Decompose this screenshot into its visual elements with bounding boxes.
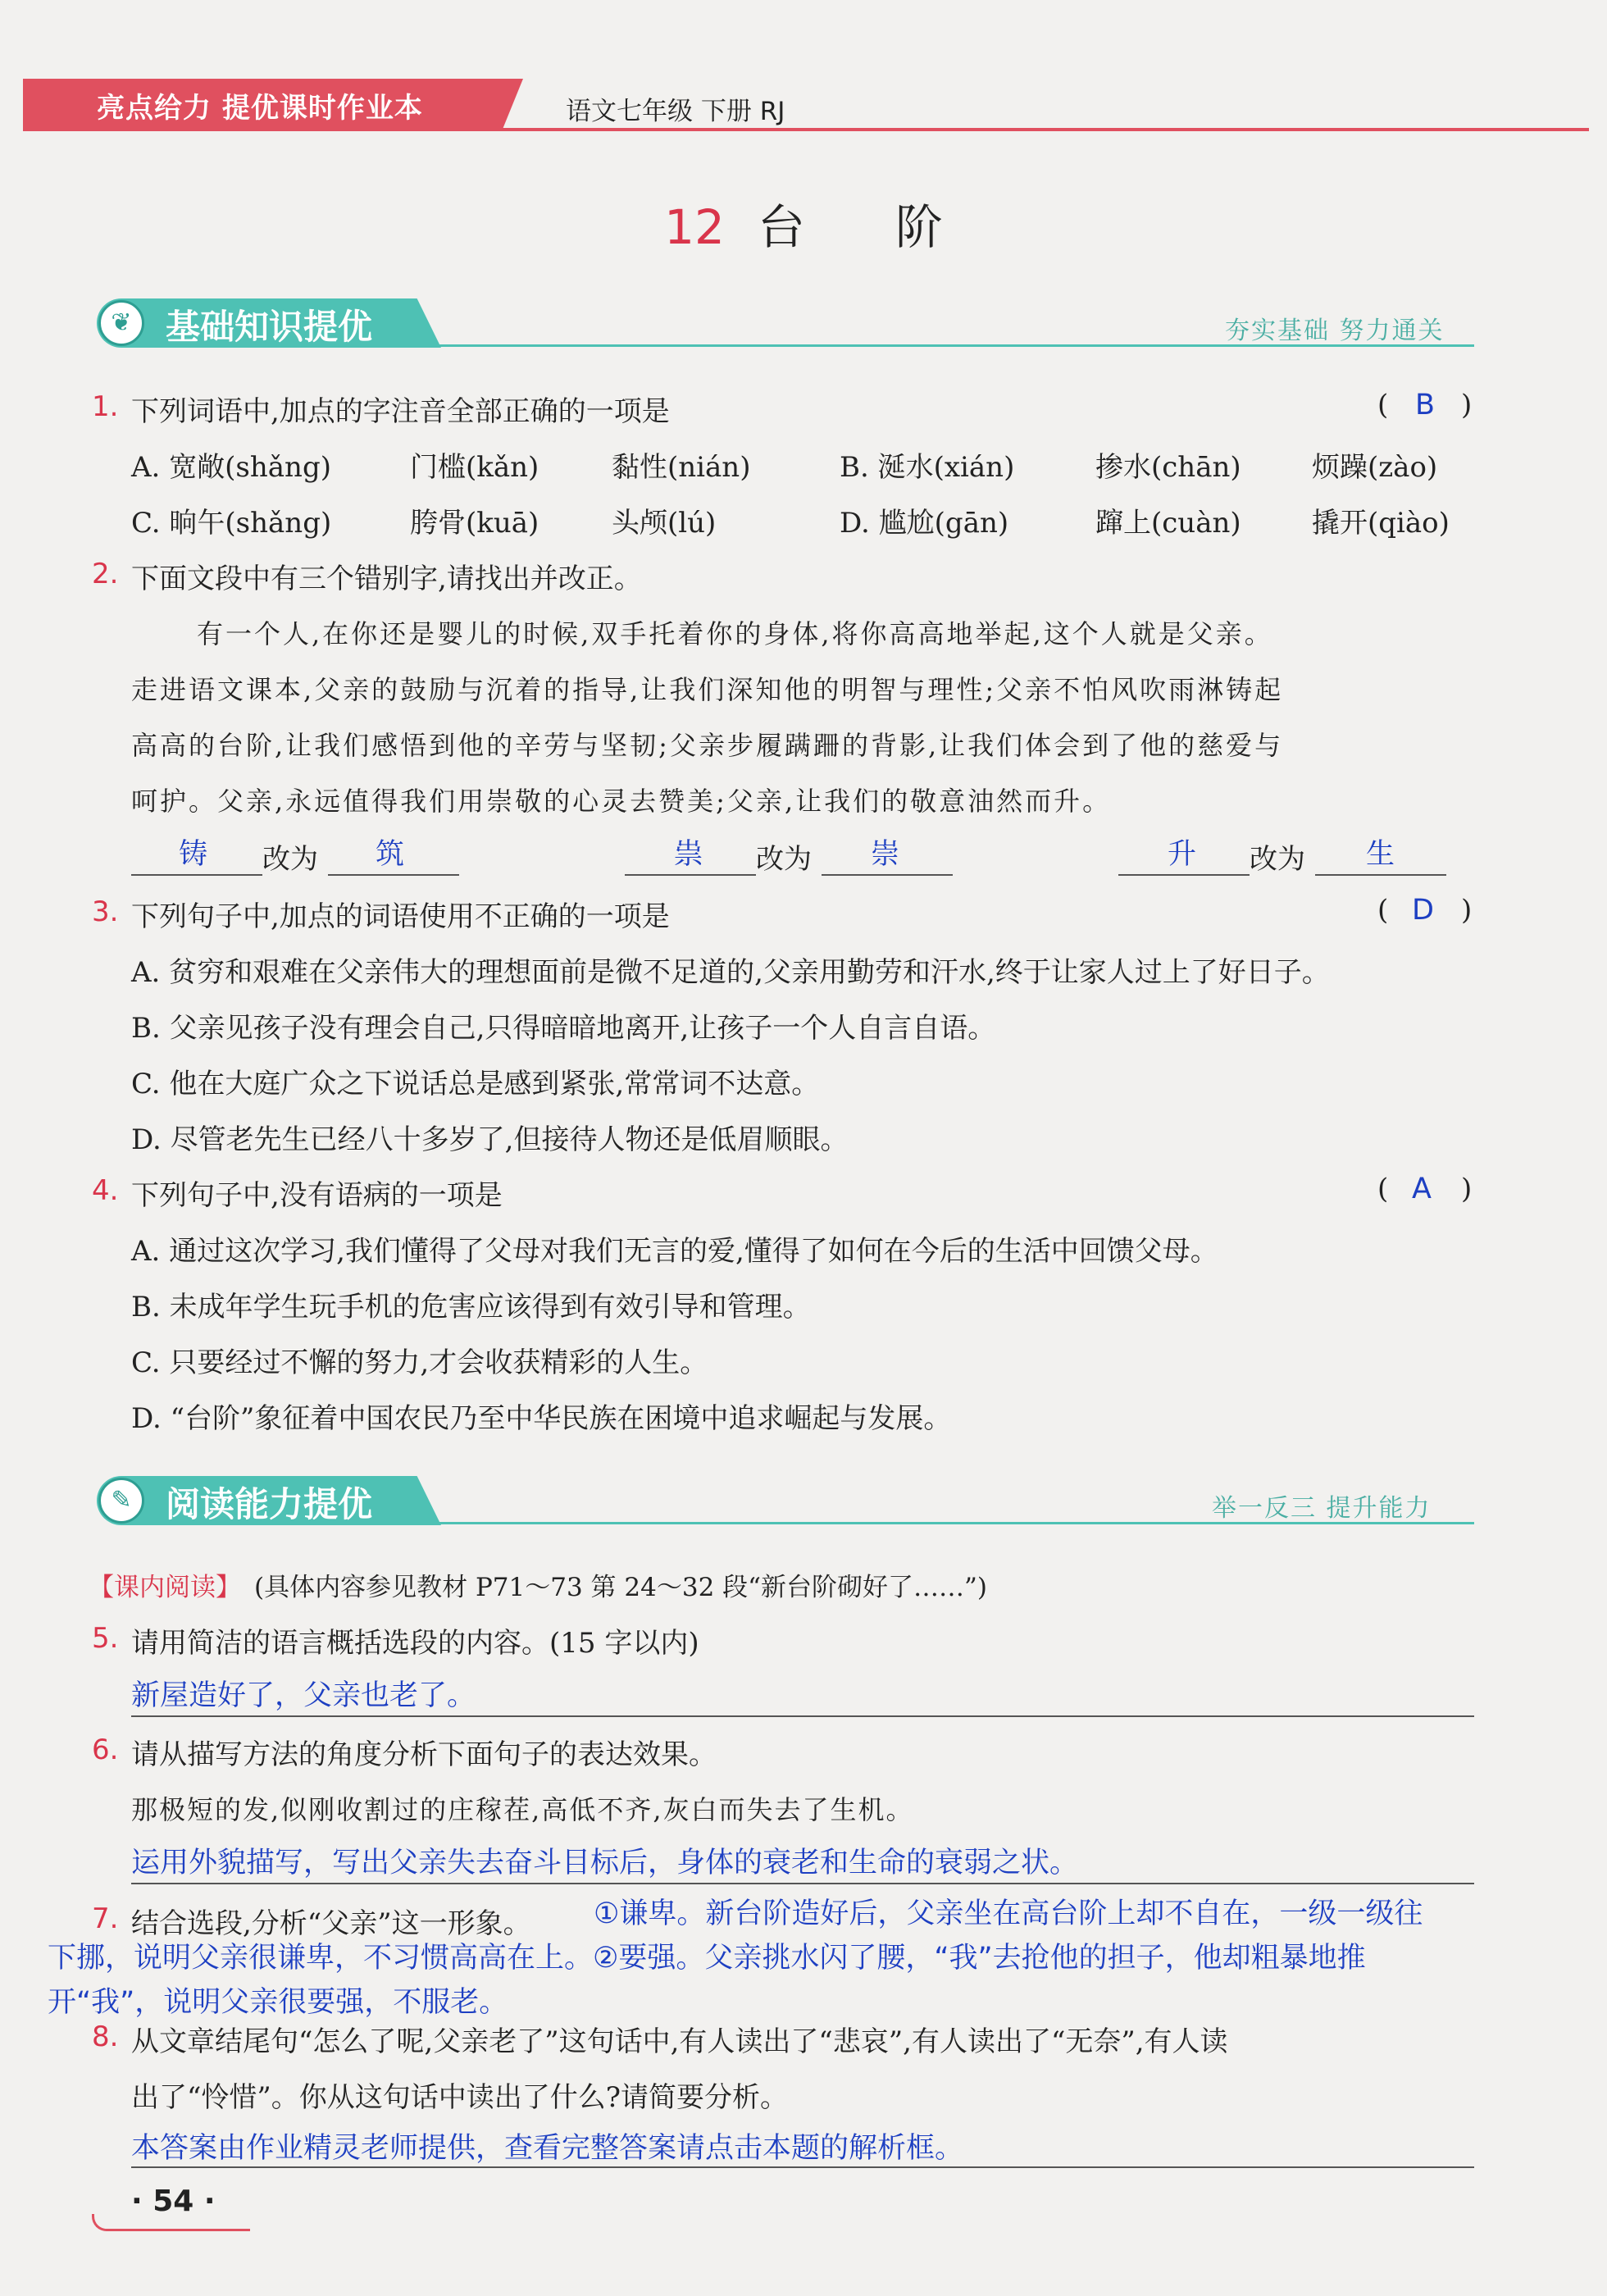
section-basic-tag: 夯实基础 努力通关 <box>1225 317 1445 345</box>
q2-fix2-wrong: 祟 <box>674 838 703 871</box>
q2-blank3-wrong-line <box>1118 872 1250 876</box>
q2-blank3-right-line <box>1315 872 1446 876</box>
q1-a-2: 门槛(kǎn) <box>410 451 539 484</box>
lesson-title-char2: 阶 <box>895 199 943 255</box>
section-reading-tag: 举一反三 提升能力 <box>1212 1494 1432 1523</box>
header-divider <box>23 128 1589 131</box>
q7-number: 7. <box>92 1902 119 1935</box>
q6-stem: 请从描写方法的角度分析下面句子的表达效果。 <box>131 1738 717 1771</box>
q3-option-a: A. 贫穷和艰难在父亲伟大的理想面前是微不足道的,父亲用勤劳和汗水,终于让家人过上了好日子。 <box>131 956 1330 989</box>
q3-stem: 下列句子中,加点的词语使用不正确的一项是 <box>131 900 670 933</box>
q1-d-1: D. 尴尬(gān) <box>840 507 1009 540</box>
q1-c-3: 头颅(lú) <box>612 507 717 540</box>
q3-answer: D <box>1412 894 1434 927</box>
q8-answer: 本答案由作业精灵老师提供，查看完整答案请点击本题的解析框。 <box>131 2132 964 2165</box>
q4-paren-open: ( <box>1377 1173 1389 1205</box>
book-icon: ✎ <box>98 1478 144 1524</box>
q4-option-d: D. “台阶”象征着中国农民乃至中华民族在困境中追求崛起与发展。 <box>131 1402 952 1435</box>
q2-passage-line3: 高高的台阶,让我们感悟到他的辛劳与坚韧;父亲步履蹒跚的背影,让我们体会到了他的慈爱与 <box>131 730 1284 761</box>
q1-b-1: B. 涎水(xián) <box>840 451 1015 484</box>
q1-b-2: 掺水(chān) <box>1095 451 1241 484</box>
q2-change-label-2: 改为 <box>756 843 812 876</box>
q7-answer-line3: 开“我”，说明父亲很要强，不服老。 <box>48 1986 508 2019</box>
q1-c-1: C. 晌午(shǎng) <box>131 507 332 540</box>
q2-blank2-right-line <box>822 872 953 876</box>
page-number: · 54 · <box>131 2184 216 2218</box>
lesson-title-char1: 台 <box>757 199 805 255</box>
q7-stem: 结合选段,分析“父亲”这一形象。 <box>131 1907 531 1940</box>
q2-blank2-wrong-line <box>625 872 756 876</box>
q2-passage-line2: 走进语文课本,父亲的鼓励与沉着的指导,让我们深知他的明智与理性;父亲不怕风吹雨淋铸起 <box>131 674 1284 705</box>
q2-fix3-wrong: 升 <box>1168 838 1197 871</box>
series-brand: 亮点给力 提优课时作业本 <box>97 92 423 125</box>
q4-option-a: A. 通过这次学习,我们懂得了父母对我们无言的爱,懂得了如何在今后的生活中回馈父母。 <box>131 1235 1218 1268</box>
q6-answer: 运用外貌描写，写出父亲失去奋斗目标后，身体的衰老和生命的衰弱之状。 <box>131 1847 1079 1879</box>
q2-passage-line1: 有一个人,在你还是婴儿的时候,双手托着你的身体,将你高高地举起,这个人就是父亲。 <box>197 618 1273 649</box>
q7-answer-line1: ①谦卑。新台阶造好后，父亲坐在高台阶上却不自在，一级一级往 <box>594 1897 1423 1930</box>
q4-number: 4. <box>92 1174 119 1207</box>
q1-paren-open: ( <box>1377 389 1389 421</box>
q3-option-d: D. 尽管老先生已经八十多岁了,但接待人物还是低眉顺眼。 <box>131 1123 849 1156</box>
q6-number: 6. <box>92 1733 119 1766</box>
q1-number: 1. <box>92 390 119 423</box>
q1-d-2: 蹿上(cuàn) <box>1095 507 1241 540</box>
q4-paren-close: ) <box>1461 1173 1473 1205</box>
q5-answer: 新屋造好了，父亲也老了。 <box>131 1679 476 1712</box>
q2-change-label-1: 改为 <box>262 843 318 876</box>
q2-blank1-wrong-line <box>131 872 262 876</box>
q4-answer: A <box>1412 1173 1432 1205</box>
lesson-number: 12 <box>664 199 725 255</box>
q4-option-b: B. 未成年学生玩手机的危害应该得到有效引导和管理。 <box>131 1291 811 1323</box>
q1-b-3: 烦躁(zào) <box>1312 451 1438 484</box>
q1-a-1: A. 宽敞(shǎng) <box>131 451 331 484</box>
q3-number: 3. <box>92 895 119 928</box>
lesson-title <box>0 189 1607 257</box>
q4-option-c: C. 只要经过不懈的努力,才会收获精彩的人生。 <box>131 1346 708 1379</box>
q3-option-b: B. 父亲见孩子没有理会自己,只得暗暗地离开,让孩子一个人自言自语。 <box>131 1012 996 1045</box>
q1-paren-close: ) <box>1461 389 1473 421</box>
q3-paren-close: ) <box>1461 894 1473 927</box>
q3-paren-open: ( <box>1377 894 1389 927</box>
q2-stem: 下面文段中有三个错别字,请找出并改正。 <box>131 563 642 595</box>
q5-answer-line <box>131 1714 1474 1717</box>
q2-fix1-right: 筑 <box>376 838 405 871</box>
section-reading-title: 阅读能力提优 <box>166 1484 373 1524</box>
q8-stem-line2: 出了“怜惜”。你从这句话中读出了什么?请简要分析。 <box>131 2081 788 2114</box>
reading-label: 【课内阅读】 <box>89 1573 241 1602</box>
section-basic-title: 基础知识提优 <box>166 307 373 347</box>
q1-d-3: 撬开(qiào) <box>1312 507 1450 540</box>
q2-blank1-right-line <box>328 872 459 876</box>
q2-change-label-3: 改为 <box>1250 843 1305 876</box>
q4-stem: 下列句子中,没有语病的一项是 <box>131 1179 503 1212</box>
q2-fix1-wrong: 铸 <box>179 838 208 871</box>
book-info: 语文七年级 下册 RJ <box>566 97 785 126</box>
q2-fix3-right: 生 <box>1366 838 1395 871</box>
q2-fix2-right: 崇 <box>871 838 900 871</box>
sprout-icon: ❦ <box>98 300 144 346</box>
q2-passage-line4: 呵护。父亲,永远值得我们用崇敬的心灵去赞美;父亲,让我们的敬意油然而升。 <box>131 786 1112 817</box>
q1-c-2: 胯骨(kuā) <box>410 507 539 540</box>
reading-source: (具体内容参见教材 P71～73 第 24～32 段“新台阶砌好了……”) <box>254 1573 987 1602</box>
q1-stem: 下列词语中,加点的字注音全部正确的一项是 <box>131 395 670 428</box>
q2-number: 2. <box>92 558 119 590</box>
q8-answer-line <box>131 2165 1474 2168</box>
q6-quote: 那极短的发,似刚收割过的庄稼茬,高低不齐,灰白而失去了生机。 <box>131 1794 914 1825</box>
q8-stem-line1: 从文章结尾句“怎么了呢,父亲老了”这句话中,有人读出了“悲哀”,有人读出了“无奈”,有人读 <box>131 2025 1228 2058</box>
q8-number: 8. <box>92 2020 119 2053</box>
q1-a-3: 黏性(nián) <box>612 451 751 484</box>
q5-stem: 请用简洁的语言概括选段的内容。(15 字以内) <box>131 1627 699 1660</box>
q3-option-c: C. 他在大庭广众之下说话总是感到紧张,常常词不达意。 <box>131 1068 820 1100</box>
q6-answer-line <box>131 1881 1474 1884</box>
q5-number: 5. <box>92 1622 119 1655</box>
q1-answer: B <box>1415 389 1436 421</box>
q7-answer-line2: 下挪，说明父亲很谦卑，不习惯高高在上。②要强。父亲挑水闪了腰，“我”去抢他的担子，他却粗暴地推 <box>48 1942 1366 1975</box>
